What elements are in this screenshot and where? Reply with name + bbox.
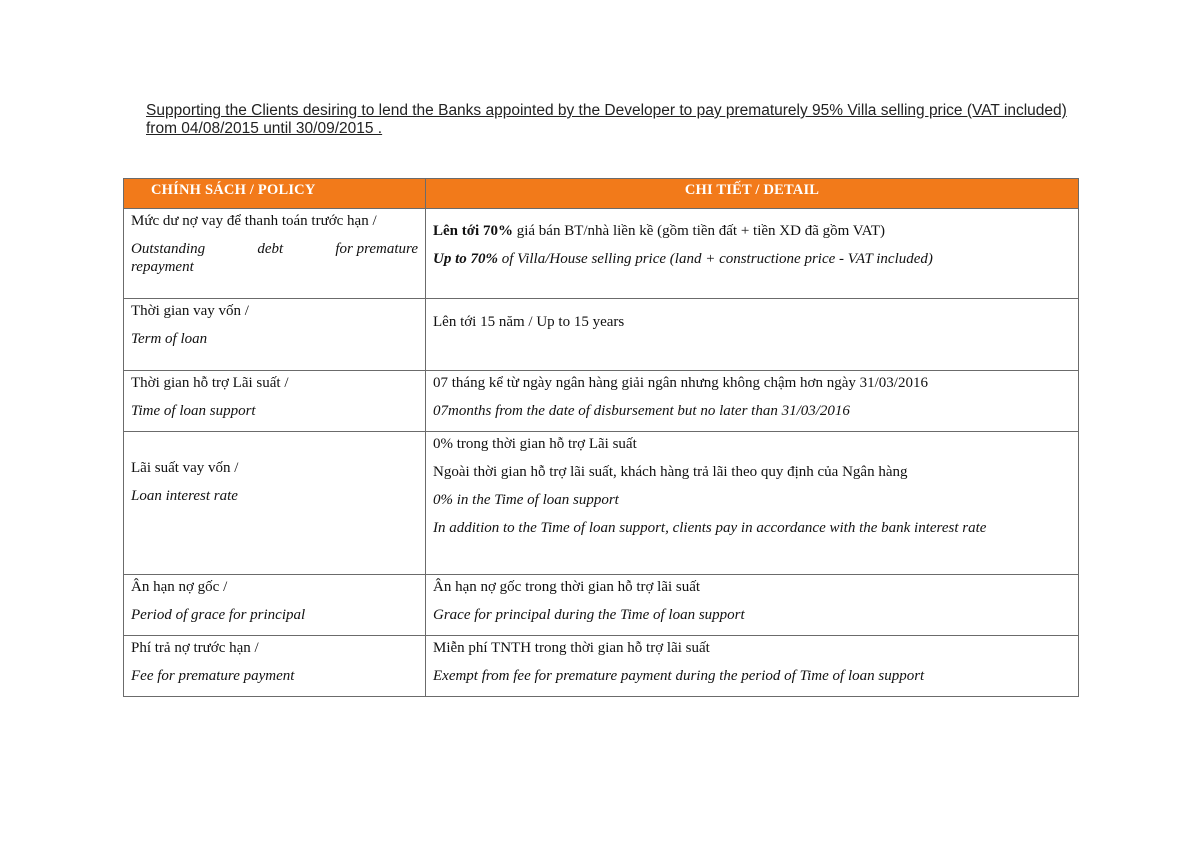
header-detail: CHI TIẾT / DETAIL bbox=[426, 179, 1079, 209]
policy-cell bbox=[124, 636, 426, 697]
detail-en: Up to 70% of Villa/House selling price (land + constructione price - VAT included) bbox=[433, 251, 933, 267]
detail-cell bbox=[426, 299, 1079, 371]
policy-cell bbox=[124, 371, 426, 432]
table-row bbox=[124, 209, 1079, 299]
policy-vi: Lãi suất vay vốn / bbox=[131, 460, 239, 476]
detail-cell bbox=[426, 432, 1079, 575]
detail-en-2: In addition to the Time of loan support, clients pay in accordance with the bank interest rate bbox=[433, 520, 987, 536]
policy-vi: Ân hạn nợ gốc / bbox=[131, 579, 228, 595]
detail-vi: Lên tới 70% giá bán BT/nhà liền kề (gồm tiền đất + tiền XD đã gồm VAT) bbox=[433, 223, 885, 239]
detail-vi: 07 tháng kể từ ngày ngân hàng giải ngân nhưng không chậm hơn ngày 31/03/2016 bbox=[433, 375, 928, 391]
policy-en: Outstanding debt for premature bbox=[131, 241, 418, 257]
heading-line-1: Supporting the Clients desiring to lend the Banks appointed by the Developer to pay prematurely 95% Villa selling price (VAT included) bbox=[146, 102, 1067, 119]
heading-line-2: from 04/08/2015 until 30/09/2015 . bbox=[146, 120, 383, 137]
detail-en-1: 0% in the Time of loan support bbox=[433, 492, 619, 508]
detail-en: Grace for principal during the Time of loan support bbox=[433, 607, 745, 623]
policy-vi: Thời gian vay vốn / bbox=[131, 303, 249, 319]
policy-cell bbox=[124, 299, 426, 371]
detail-vi: Miễn phí TNTH trong thời gian hỗ trợ lãi suất bbox=[433, 640, 710, 656]
table-row bbox=[124, 371, 1079, 432]
header-policy: CHÍNH SÁCH / POLICY bbox=[124, 179, 426, 209]
policy-en: Period of grace for principal bbox=[131, 607, 306, 623]
table-header-row bbox=[124, 179, 1079, 209]
table-row bbox=[124, 636, 1079, 697]
detail-vi-1: 0% trong thời gian hỗ trợ Lãi suất bbox=[433, 436, 637, 452]
policy-table bbox=[123, 178, 1079, 697]
table-row bbox=[124, 575, 1079, 636]
detail-text: Lên tới 15 năm / Up to 15 years bbox=[433, 314, 625, 330]
policy-vi: Thời gian hỗ trợ Lãi suất / bbox=[131, 375, 289, 391]
detail-cell bbox=[426, 636, 1079, 697]
policy-en-tail: repayment bbox=[131, 259, 194, 275]
document-heading bbox=[146, 102, 1096, 138]
detail-vi-2: Ngoài thời gian hỗ trợ lãi suất, khách hàng trả lãi theo quy định của Ngân hàng bbox=[433, 464, 908, 480]
detail-en: 07months from the date of disbursement but no later than 31/03/2016 bbox=[433, 403, 850, 419]
policy-vi: Phí trả nợ trước hạn / bbox=[131, 640, 259, 656]
policy-en: Time of loan support bbox=[131, 403, 256, 419]
detail-cell bbox=[426, 371, 1079, 432]
detail-vi: Ân hạn nợ gốc trong thời gian hỗ trợ lãi suất bbox=[433, 579, 701, 595]
policy-en: Loan interest rate bbox=[131, 488, 238, 504]
policy-en: Term of loan bbox=[131, 331, 208, 347]
policy-cell bbox=[124, 575, 426, 636]
policy-cell bbox=[124, 209, 426, 299]
detail-cell bbox=[426, 575, 1079, 636]
detail-cell bbox=[426, 209, 1079, 299]
table-row bbox=[124, 432, 1079, 575]
policy-cell bbox=[124, 432, 426, 575]
policy-en: Fee for premature payment bbox=[131, 668, 295, 684]
policy-vi: Mức dư nợ vay để thanh toán trước hạn / bbox=[131, 213, 377, 229]
table-row bbox=[124, 299, 1079, 371]
detail-en: Exempt from fee for premature payment during the period of Time of loan support bbox=[433, 668, 925, 684]
